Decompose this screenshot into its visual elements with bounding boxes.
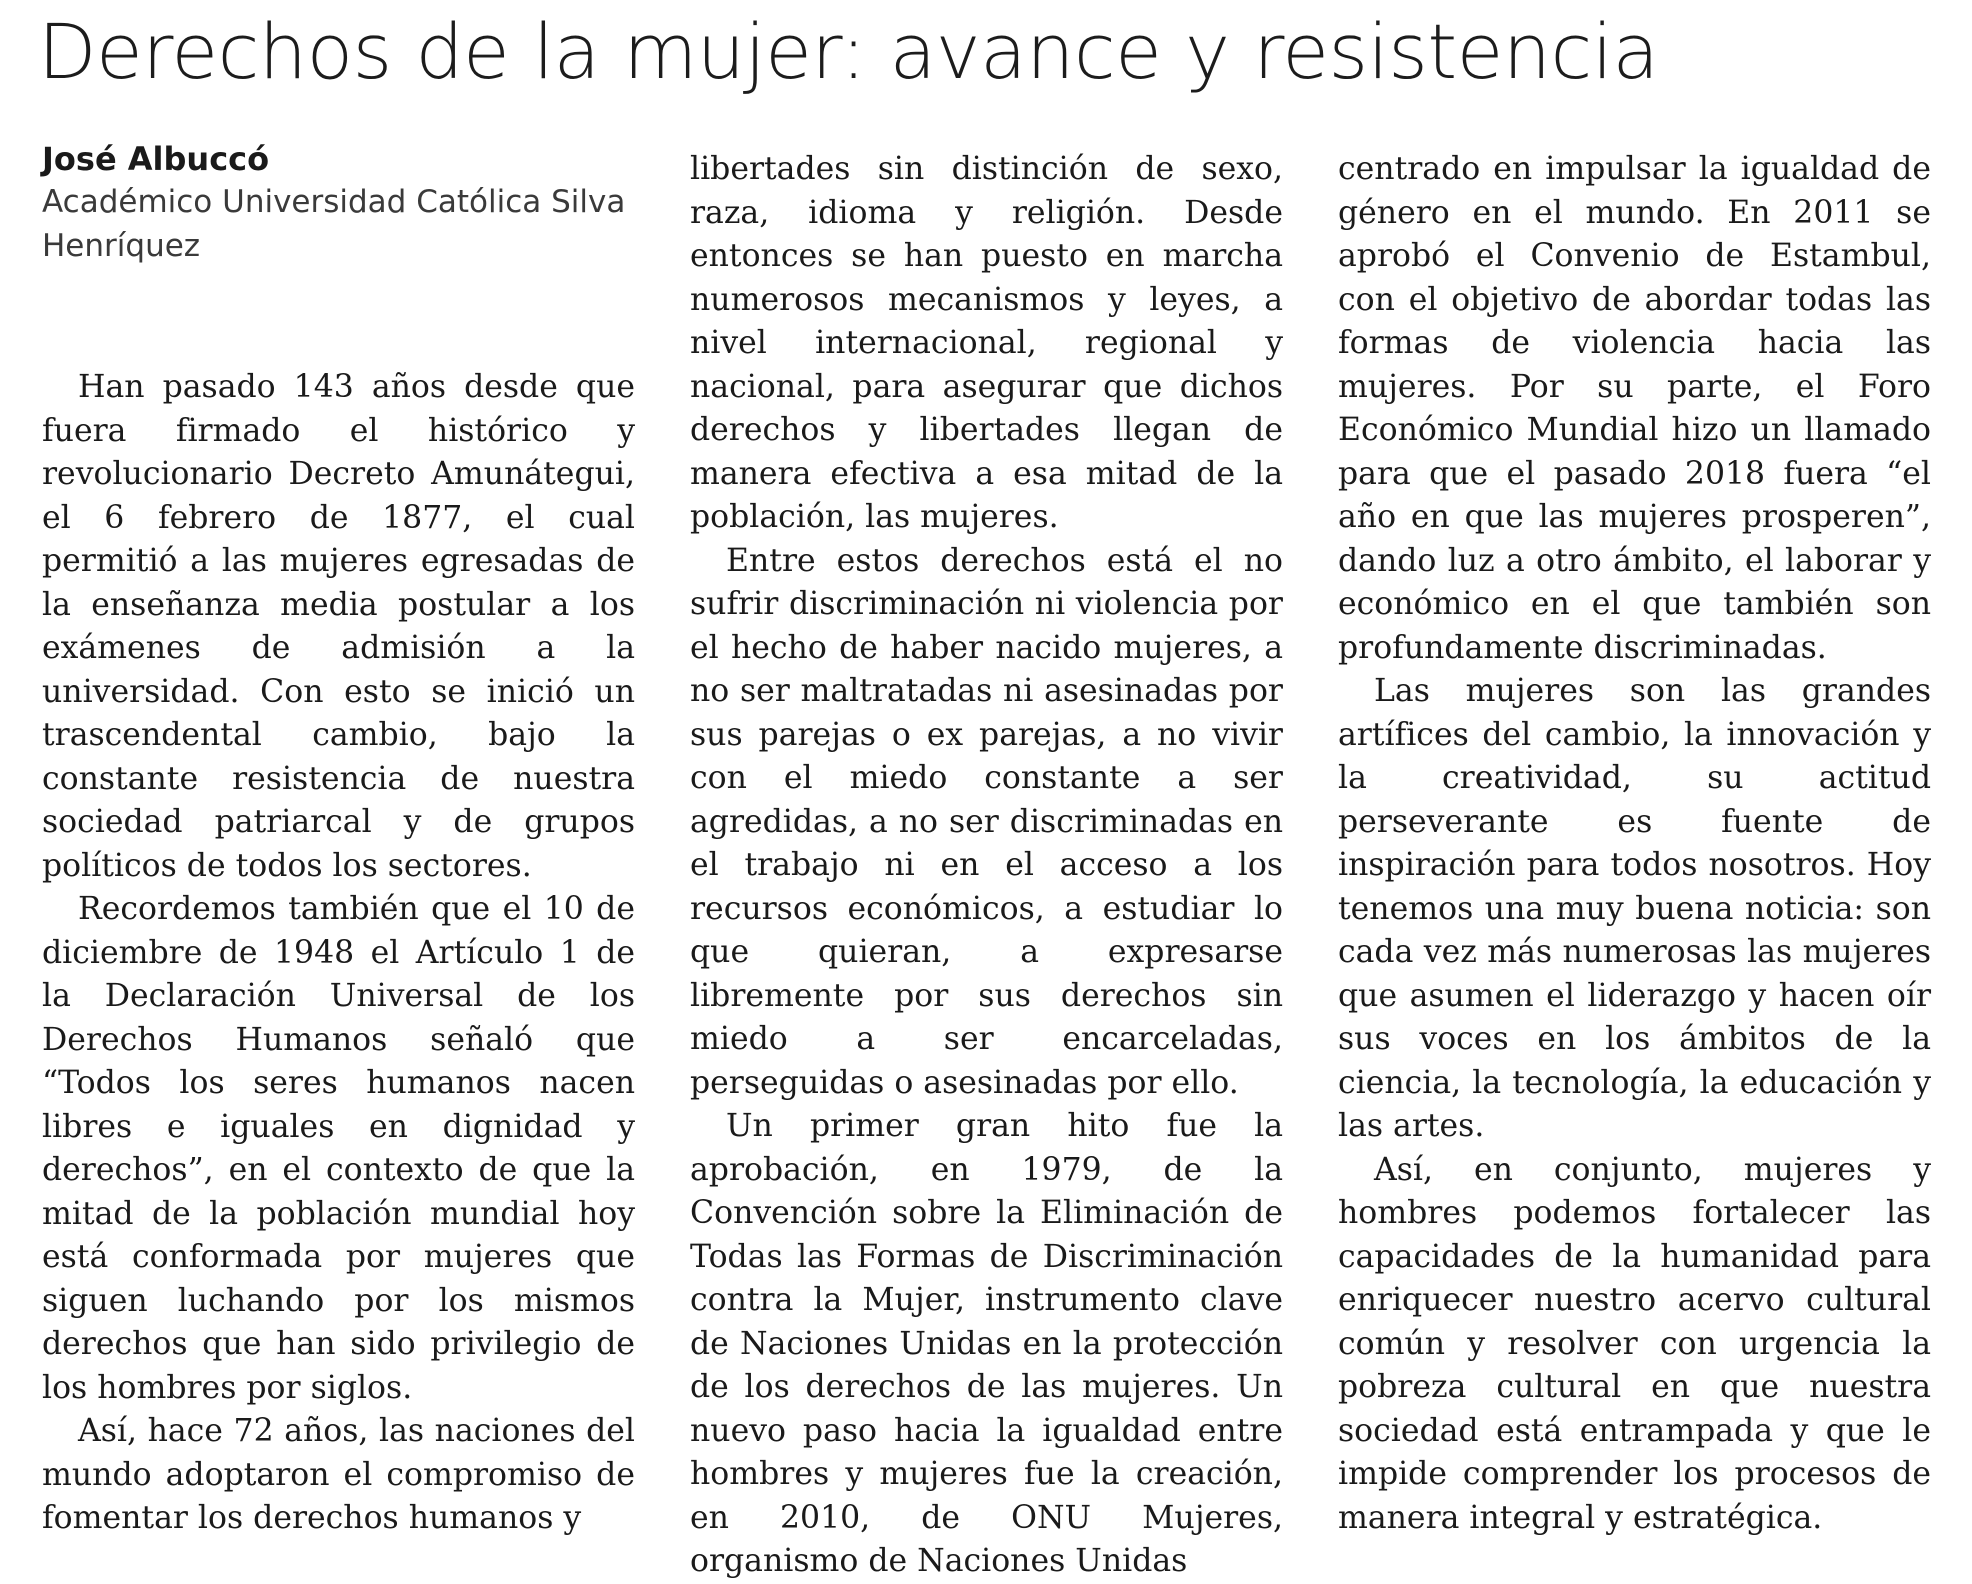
author-affiliation: Académico Universidad Católica Silva Henríquez bbox=[42, 184, 626, 264]
byline bbox=[42, 138, 682, 268]
paragraph: Las mujeres son las grandes artífices del cambio, la innovación y la creatividad, su actitud perseverante es fuente de inspiración para todos nosotros. Hoy tenemos una muy buena noticia: son cada vez más numerosas las mujeres que asumen el liderazgo y hacen oír sus voces en los ámbitos de la ciencia, la tecnología, la educación y las artes. bbox=[1338, 673, 1931, 1144]
paragraph-continued: centrado en impulsar la igualdad de género en el mundo. En 2011 se aprobó el Convenio de Estambul, con el objetivo de abordar todas las formas de violencia hacia las mujeres. Por su parte, el Foro Económico Mundial hizo un llamado para que el pasado 2018 fuera “el año en que las mujeres prosperen”, dando luz a otro ámbito, el laborar y económico en el que también son profundamente discriminadas. bbox=[1338, 151, 1931, 666]
article-column-1 bbox=[42, 366, 635, 1541]
paragraph: Así, en conjunto, mujeres y hombres podemos fortalecer las capacidades de la humanidad para enriquecer nuestro acervo cultural común y resolver con urgencia la pobreza cultural en que nuestra sociedad está entrampada y que le impide comprender los procesos de manera integral y estratégica. bbox=[1338, 1151, 1931, 1536]
paragraph: Así, hace 72 años, las naciones del mundo adoptaron el compromiso de fomentar los derechos humanos y bbox=[42, 1413, 635, 1536]
paragraph: Entre estos derechos está el no sufrir discriminación ni violencia por el hecho de haber nacido mujeres, a no ser maltratadas ni asesinadas por sus parejas o ex parejas, a no vivir con el miedo constante a ser agredidas, a no ser discriminadas en el trabajo ni en el acceso a los recursos económicos, a estudiar lo que quieran, a expresarse libremente por sus derechos sin miedo a ser encarceladas, perseguidas o asesinadas por ello. bbox=[690, 542, 1283, 1101]
article-headline: Derechos de la mujer: avance y resistencia bbox=[38, 7, 1659, 96]
article-column-3 bbox=[1338, 148, 1931, 1540]
article-column-2 bbox=[690, 148, 1283, 1584]
author-name: José Albuccó bbox=[42, 140, 270, 178]
paragraph: Han pasado 143 años desde que fuera firmado el histórico y revolucionario Decreto Amunátegui, el 6 febrero de 1877, el cual permitió a las mujeres egresadas de la enseñanza media postular a los exámenes de admisión a la universidad. Con esto se inició un trascendental cambio, bajo la constante resistencia de nuestra sociedad patriarcal y de grupos políticos de todos los sectores. bbox=[42, 369, 635, 884]
paragraph: Recordemos también que el 10 de diciembre de 1948 el Artículo 1 de la Declaración Universal de los Derechos Humanos señaló que “Todos los seres humanos nacen libres e iguales en dignidad y derechos”, en el contexto de que la mitad de la población mundial hoy está conformada por mujeres que siguen luchando por los mismos derechos que han sido privilegio de los hombres por siglos. bbox=[42, 891, 635, 1406]
paragraph-continued: libertades sin distinción de sexo, raza, idioma y religión. Desde entonces se han puesto en marcha numerosos mecanismos y leyes, a nivel internacional, regional y nacional, para asegurar que dichos derechos y libertades llegan de manera efectiva a esa mitad de la población, las mujeres. bbox=[690, 151, 1283, 535]
paragraph: Un primer gran hito fue la aprobación, en 1979, de la Convención sobre la Eliminación de Todas las Formas de Discriminación contra la Mujer, instrumento clave de Naciones Unidas en la protección de los derechos de las mujeres. Un nuevo paso hacia la igualdad entre hombres y mujeres fue la creación, en 2010, de ONU Mujeres, organismo de Naciones Unidas bbox=[690, 1108, 1283, 1579]
